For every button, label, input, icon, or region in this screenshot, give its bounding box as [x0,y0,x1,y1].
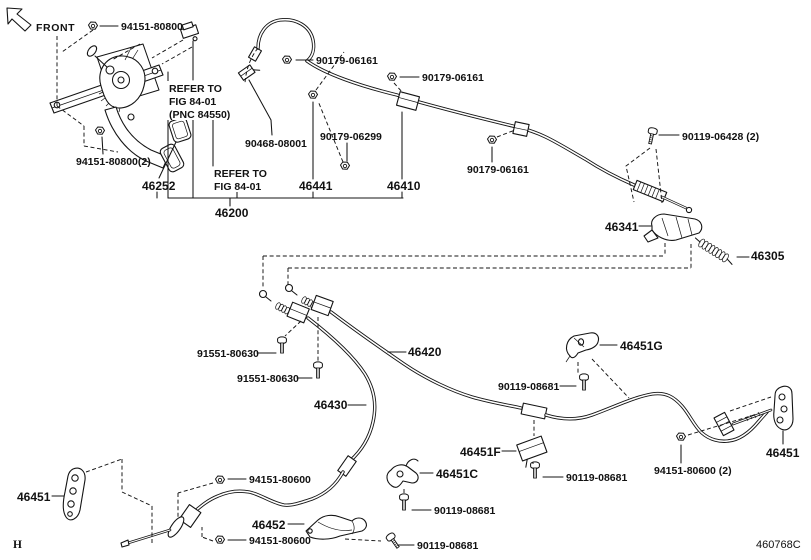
fastener-label-94151-80600-2[interactable]: 94151-80600 (2) [654,465,732,477]
part-label-46305[interactable]: 46305 [751,249,785,263]
fastener-label-90179-06161-3[interactable]: 90179-06161 [467,164,529,176]
fastener-label-90179-06161-1[interactable]: 90179-06161 [316,55,378,67]
refer-note-line2: FIG 84-01 [169,96,217,108]
fastener-label-90119-08681-4[interactable]: 90119-08681 [417,540,479,552]
part-label-46441[interactable]: 46441 [299,179,333,193]
part-label-46452[interactable]: 46452 [252,518,286,532]
part-label-46451g[interactable]: 46451G [620,339,663,353]
front-arrow-icon [7,8,31,31]
cable-46430-drawing [121,291,375,548]
part-label-46200[interactable]: 46200 [215,206,249,220]
front-label: FRONT [36,22,76,34]
part-label-46341[interactable]: 46341 [605,220,639,234]
part-label-46410[interactable]: 46410 [387,179,421,193]
part-label-46451-right[interactable]: 46451 [766,446,800,460]
fastener-label-94151-80800[interactable]: 94151-80800 [121,21,183,33]
fastener-label-90119-08681-2[interactable]: 90119-08681 [566,472,628,484]
bracket-46451g-part [566,333,599,362]
figure-code: 460768C [756,539,801,551]
pedal-assembly-drawing [50,44,185,173]
part-label-46430[interactable]: 46430 [314,398,348,412]
fastener-label-90119-06428[interactable]: 90119-06428 (2) [682,131,760,143]
refer-note-line1: REFER TO [169,83,222,95]
clip-46451c-part [387,459,418,487]
lever-46452-part [306,515,366,539]
plate-46451-right-part [774,386,793,430]
fastener-label-90119-08681-1[interactable]: 90119-08681 [498,381,560,393]
plate-46451-left-part [63,468,85,520]
grommet-clip-part [238,62,259,81]
part-label-46451-left[interactable]: 46451 [17,490,51,504]
refer-note2-line2: FIG 84-01 [214,181,262,193]
equalizer-part [644,214,702,242]
refer-note2-line1: REFER TO [214,168,267,180]
fastener-label-90179-06161-2[interactable]: 90179-06161 [422,72,484,84]
fastener-label-94151-80600-b[interactable]: 94151-80600 [249,535,311,547]
fastener-label-90179-06299[interactable]: 90179-06299 [320,131,382,143]
refer-note-line3: (PNC 84550) [169,109,231,121]
tension-spring-part [693,235,736,266]
fastener-label-90468-08001[interactable]: 90468-08001 [245,138,307,150]
fastener-label-94151-80600-1[interactable]: 94151-80600 [249,474,311,486]
fastener-label-94151-80800-2[interactable]: 94151-80800(2) [76,156,151,168]
fastener-label-91551-80630-2[interactable]: 91551-80630 [237,373,299,385]
fastener-label-91551-80630-1[interactable]: 91551-80630 [197,348,259,360]
fastener-label-90119-08681-3[interactable]: 90119-08681 [434,505,496,517]
part-label-46252[interactable]: 46252 [142,179,176,193]
part-label-46451f[interactable]: 46451F [460,445,501,459]
part-label-46420[interactable]: 46420 [408,345,442,359]
part-label-46451c[interactable]: 46451C [436,467,479,481]
page-marker: H [13,539,22,551]
